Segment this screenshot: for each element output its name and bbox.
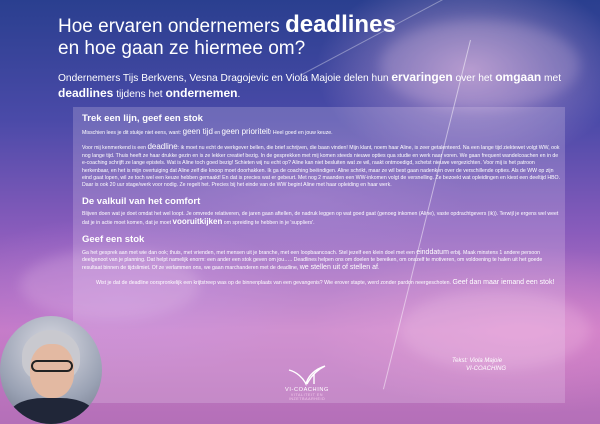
section-heading: Trek een lijn, geef een stok: [82, 113, 203, 124]
section-heading: De valkuil van het comfort: [82, 195, 201, 207]
page-title: [58, 11, 396, 60]
text: Misschien lees je dit stukje niet eens, want:: [82, 130, 183, 136]
author-credit: [452, 357, 506, 373]
emphasis: deadline: [147, 142, 178, 152]
logo-tagline: VITALITEIT EN INZETBAARHEID: [288, 393, 326, 401]
text: en: [212, 130, 222, 136]
intro-paragraph: [58, 70, 578, 102]
text: .: [377, 265, 380, 272]
credit-company: VI-COACHING: [466, 366, 507, 372]
intro-text: over het: [452, 73, 496, 84]
text: ! Heel goed en jouw keuze.: [270, 130, 333, 136]
emphasis: geen tijd: [182, 127, 213, 136]
text: : ik moet nu echt de werkgever bellen, die brief schrijven, die baan vinden! Mijn klant, noem haar Aline, is zeer getalenteerd. Na een lange tijd ziektewet volgt WW, ook nog lange tijd. Thuis heeft ze haar drukke gezin en is ze lekker creatief bezig. In de gesprekken met mij komen steeds nieuwe opties qua studie en werk naar voren. We gaan frequent wandelcoachen en in de e-coaching schrijft ze lange epistels. Wat is Aline toch goed bezig! Schieten wij nu echt op? Aline kan niet besluiten wat ze wil, raakt ontmoedigd, schetst nieuwe vergezichten. Voor mij is het patroon herkenbaar, en het is mijn overtuiging dat Aline zelf die knoop moet doorhakken. Ik ga de coaching beëindigen. Aline schrikt, maar ze wil best gaan nadenken over de verschillende opties. Als de WW op zijn eind gaat lopen, wil ze toch wel een keuze hebben gemaakt! En dat is precies wat er gebeurt. Met nog 2 maanden een WW-inkomen volgt de versnelling. Ze bezoekt wat opleidingen en kiest een deeltijd HBO. Daar is ook 20 uur stage/werk voor nodig. Ze regelt het. Precies bij het einde van de WW begint Aline met haar opleiding en haar werk.: [82, 145, 561, 189]
intro-emphasis: ondernemen: [165, 86, 238, 100]
title-text: Hoe ervaren ondernemers: [58, 16, 286, 37]
text: Wist je dat de deadline oorspronkelijk een krijtstreep was op de binnenplaats van een gevangenis? Wie erover stapte, werd zonder pardon neergeschoten.: [96, 279, 453, 286]
title-line-2: en hoe gaan ze hiermee om?: [58, 38, 306, 59]
intro-text: Ondernemers Tijs Berkvens, Vesna Dragojevic en Viola Majoie delen hun: [58, 73, 392, 84]
text: erbij. Maak minstens 1 andere persoon deelgenoot van je planning. Dat helpt namelijk enorm: een ander een stok geven om jou….. Deadlines helpen ons om doelen te bereiken, om onszelf te motiveren, om voldoening te halen uit het goede resultaat binnen de tijdslimiet. Of ze verlammen ons, we gaan marchanderen met de deadline,: [82, 249, 543, 272]
text: Blijven doen wat je doet omdat het wel loopt. Je omvrede relativeren, de jaren gaan aftellen, de nadruk leggen op wat goed gaat (genoeg inkomen (Aline), vaste opdrachtgevers (ik)). Terwijl je ergens wel weet dat je in actie moet komen, dat je moet: [82, 210, 559, 227]
logo-name: VI-COACHING: [285, 387, 329, 393]
author-photo: [0, 316, 102, 424]
bird-swoosh-icon: [287, 364, 327, 386]
shirt: [10, 398, 94, 424]
paragraph: [96, 279, 560, 287]
emphasis: we stellen uit of stellen af: [299, 264, 378, 272]
paragraph: [82, 128, 560, 137]
text: Ga het gesprek aan met wie dan ook; thuis, met vrienden, met mensen uit je branche, met een loopbaancoach. Stel jezelf een klein doel met een: [82, 249, 417, 256]
intro-emphasis: omgaan: [495, 70, 542, 84]
glasses: [31, 360, 73, 372]
paragraph: [82, 143, 560, 189]
article-body: [82, 113, 560, 293]
paragraph: [82, 249, 560, 273]
emphasis: Geef dan maar iemand een stok!: [452, 278, 555, 286]
intro-text: tijdens het: [113, 89, 166, 100]
intro-text: .: [237, 89, 241, 100]
emphasis: einddatum: [416, 248, 449, 256]
intro-text: met: [541, 73, 562, 84]
credit-author: Tekst: Viola Majoie: [452, 358, 503, 364]
text: Voor mij kenmerkend is een: [82, 145, 148, 152]
intro-emphasis: ervaringen: [391, 70, 453, 84]
intro-emphasis: deadlines: [58, 86, 114, 100]
emphasis: geen prioriteit: [221, 127, 271, 136]
emphasis: vooruitkijken: [172, 217, 223, 227]
company-logo: [272, 364, 342, 401]
paragraph: [82, 211, 560, 228]
title-emphasis: deadlines: [285, 11, 396, 38]
text: om spreiding te hebben in je 'suppliers'.: [222, 220, 315, 227]
section-heading: Geef een stok: [82, 233, 145, 245]
